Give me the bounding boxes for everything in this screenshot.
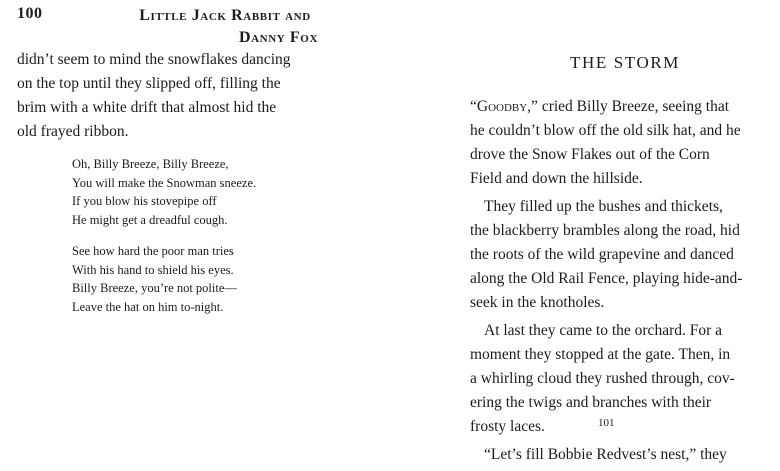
prose-line: the roots of the wild grapevine and danced — [470, 246, 734, 263]
prose-line: They filled up the bushes and thickets, — [484, 198, 723, 215]
right-prose — [470, 95, 770, 471]
left-page-number: 100 — [17, 5, 43, 22]
prose-line: a whirling cloud they rushed through, cov- — [470, 370, 735, 387]
poem — [72, 155, 256, 329]
paragraph-2 — [470, 195, 770, 315]
left-page — [0, 0, 390, 434]
opening-word: “Goodby,” — [470, 98, 538, 115]
prose-line: ering the twigs and branches with their — [470, 394, 712, 411]
prose-line: old frayed ribbon. — [17, 123, 129, 140]
verse-line: You will make the Snowman sneeze. — [72, 175, 257, 190]
prose-line-rest: cried Billy Breeze, seeing that — [537, 98, 730, 115]
prose-line: didn’t seem to mind the snowflakes dancing — [17, 51, 291, 68]
prose-line: moment they stopped at the gate. Then, in — [470, 346, 731, 363]
prose-line: he couldn’t blow off the old silk hat, and he — [470, 122, 741, 139]
prose-line: frosty laces. — [470, 418, 545, 435]
prose-line: Field and down the hillside. — [470, 170, 643, 187]
poem-stanza-2 — [72, 242, 256, 316]
paragraph-3 — [470, 319, 770, 439]
paragraph-4 — [470, 443, 770, 467]
verse-line: If you blow his stovepipe off — [72, 194, 217, 208]
prose-line: seek in the knotholes. — [470, 294, 605, 311]
prose-line: “Let’s fill Bobbie Redvest’s nest,” they — [484, 446, 727, 463]
prose-line — [470, 95, 770, 119]
poem-stanza-1 — [72, 155, 256, 229]
running-head-line-1: Little Jack Rabbit and — [139, 7, 311, 24]
verse-line: See how hard the poor man tries — [72, 244, 234, 258]
chapter-title: THE STORM — [570, 53, 680, 72]
running-head-line-2: Danny Fox — [238, 29, 318, 46]
verse-line: Oh, Billy Breeze, Billy Breeze, — [72, 157, 229, 171]
paragraph-1 — [470, 95, 770, 191]
prose-line: along the Old Rail Fence, playing hide-and- — [470, 270, 743, 287]
verse-line: Billy Breeze, you’re not polite— — [72, 281, 237, 295]
verse-line: With his hand to shield his eyes. — [72, 262, 234, 277]
prose-line: the blackberry brambles along the road, hid — [470, 222, 740, 239]
verse-line: Leave the hat on him to-night. — [72, 299, 224, 314]
prose-line: At last they came to the orchard. For a — [484, 322, 723, 339]
prose-line: brim with a white drift that almost hid the — [17, 99, 277, 116]
prose-line: drove the Snow Flakes out of the Corn — [470, 146, 710, 163]
left-prose — [17, 48, 317, 144]
prose-line: on the top until they slipped off, filling the — [17, 75, 281, 92]
running-head — [130, 5, 320, 49]
right-page-number: 101 — [598, 417, 615, 429]
verse-line: He might get a dreadful cough. — [72, 212, 228, 227]
